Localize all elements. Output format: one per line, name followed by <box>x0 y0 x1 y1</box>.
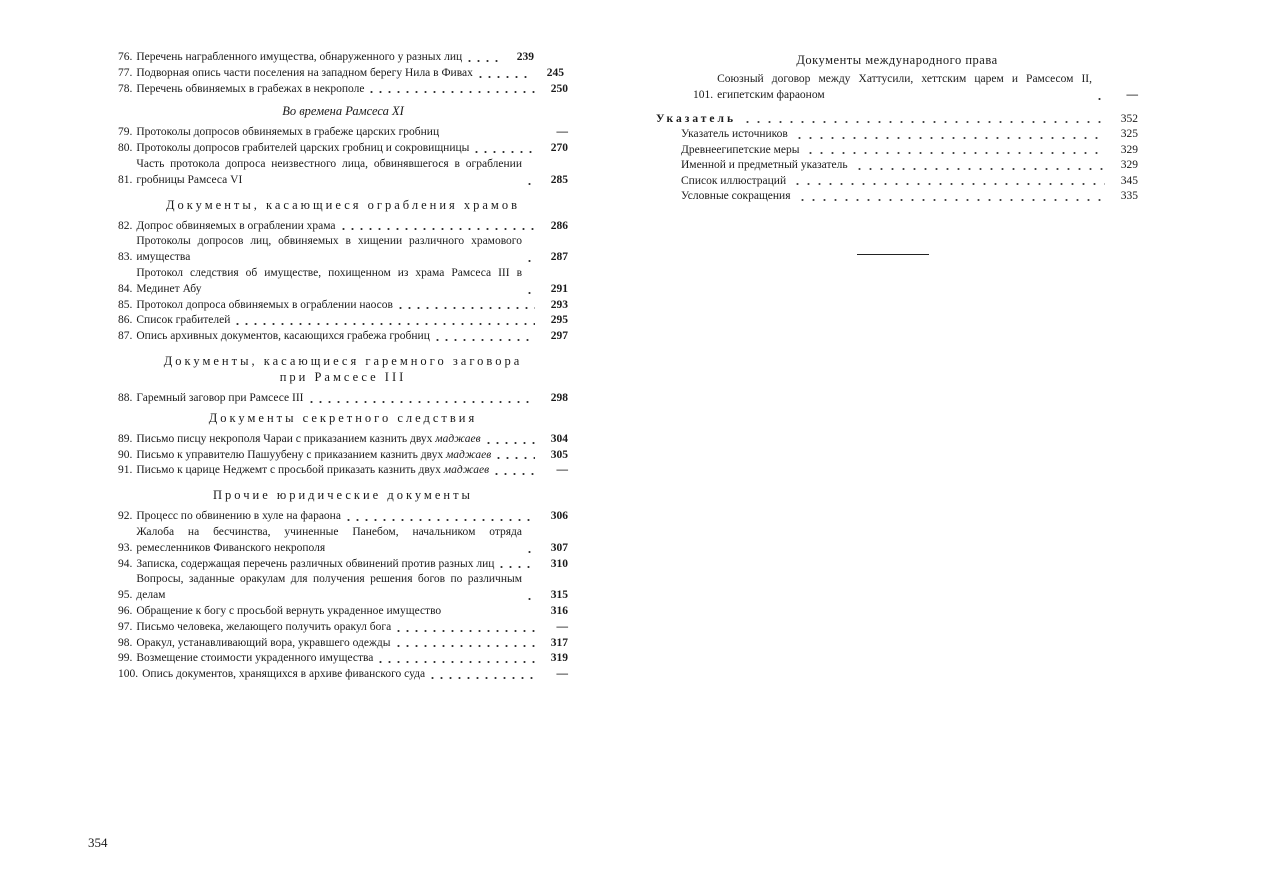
dot-leader <box>525 544 535 554</box>
dot-leader <box>525 285 535 295</box>
dot-leader <box>396 300 535 310</box>
dot-leader <box>1095 91 1105 101</box>
dot-leader <box>854 161 1105 171</box>
toc-entry-93: 93. Жалоба на бесчинства, учиненные Панебом, начальником отряда ремесленников Фиванского некрополя 307 <box>118 525 568 554</box>
dot-leader <box>394 623 535 633</box>
toc-entry-101: 101. Союзный договор между Хаттусили, хеттским царем и Рамсесом II, египетским фараоном — <box>693 73 1138 101</box>
toc-group-5 <box>118 432 568 479</box>
toc-entry-79: 79. Протоколы допросов обвиняемых в грабеже царских гробниц — <box>118 126 568 139</box>
toc-group-2 <box>118 125 568 188</box>
section-divider <box>857 254 929 255</box>
toc-entry-92: 92. Процесс по обвинению в хуле на фараона 306 <box>118 510 568 523</box>
dot-leader <box>525 176 535 186</box>
toc-entry-78: 78. Перечень обвиняемых в грабежах в некрополе 250 <box>118 82 568 95</box>
toc-entry-97: 97. Письмо человека, желающего получить оракул бога — <box>118 620 568 633</box>
toc-entry-96: 96. Обращение к богу с просьбой вернуть украденное имущество 316 <box>118 604 568 617</box>
section-heading-other: Прочие юридические документы <box>213 488 473 503</box>
dot-leader <box>465 53 501 63</box>
dot-leader <box>494 450 535 460</box>
dot-leader <box>492 466 535 476</box>
section-heading-harem: Документы, касающиеся гаремного заговора при Рамсесе III <box>163 353 523 384</box>
toc-entry-83: 83. Протоколы допросов лиц, обвиняемых в хищении различного храмового имущества 287 <box>118 235 568 264</box>
index-item: Условные сокращения 335 <box>681 190 1138 203</box>
dot-leader <box>367 84 535 94</box>
dot-leader <box>472 144 535 154</box>
toc-entry-87: 87. Опись архивных документов, касающихся грабежа гробниц 297 <box>118 330 568 343</box>
toc-entry-95: 95. Вопросы, заданные оракулам для получения решения богов по различным делам 315 <box>118 573 568 602</box>
dot-leader <box>376 654 535 664</box>
toc-entry-88: 88. Гаремный заговор при Рамсесе III 298 <box>118 391 568 404</box>
toc-entry-80: 80. Протоколы допросов грабителей царских гробниц и сокровищницы 270 <box>118 142 568 155</box>
toc-entry-100: 100. Опись документов, хранящихся в архиве фиванского суда — <box>118 668 568 681</box>
toc-entry-99: 99. Возмещение стоимости украденного имущества 319 <box>118 652 568 665</box>
toc-entry-89: 89. Письмо писцу некрополя Чараи с приказанием казнить двух маджаев 304 <box>118 432 568 445</box>
toc-entry-84: 84. Протокол следствия об имуществе, похищенном из храма Рамсеса III в Мединет Абу 291 <box>118 266 568 295</box>
toc-entry-86: 86. Список грабителей 295 <box>118 314 568 327</box>
toc-group-4 <box>118 391 568 407</box>
index-item: Именной и предметный указатель 329 <box>681 159 1138 172</box>
toc-group-1 <box>118 50 568 97</box>
dot-leader <box>433 332 535 342</box>
toc-group-6 <box>118 509 568 683</box>
dot-leader <box>792 176 1105 186</box>
dot-leader <box>742 114 1105 124</box>
toc-group-3 <box>118 219 568 345</box>
dot-leader <box>484 435 535 445</box>
index-item: Указатель источников 325 <box>681 128 1138 141</box>
dot-leader <box>794 130 1105 140</box>
toc-entry-91: 91. Письмо к царице Неджемт с просьбой приказать казнить двух маджаев — <box>118 464 568 477</box>
section-heading-secret: Документы секретного следствия <box>208 410 478 425</box>
toc-entry-77: 77. Подворная опись части поселения на западном берегу Нила в Фивах 245 <box>118 66 564 79</box>
dot-leader <box>805 145 1105 155</box>
section-heading-international: Документы международного права <box>796 53 998 67</box>
dot-leader <box>307 394 536 404</box>
toc-entry-94: 94. Записка, содержащая перечень различных обвинений против разных лиц 310 <box>118 557 568 570</box>
index-heading: Указатель 352 <box>656 112 1138 125</box>
section-heading-ramses-xi: Во времена Рамсеса XI <box>282 104 404 119</box>
dot-leader <box>497 559 535 569</box>
index-item: Список иллюстраций 345 <box>681 174 1138 187</box>
page-number: 354 <box>88 835 108 850</box>
dot-leader <box>428 670 535 680</box>
dot-leader <box>339 221 535 231</box>
section-heading-temples: Документы, касающиеся ограбления храмов <box>165 197 520 212</box>
dot-leader <box>797 192 1106 202</box>
dot-leader <box>233 316 535 326</box>
toc-entry-98: 98. Оракул, устанавливающий вора, укравшего одежды 317 <box>118 636 568 649</box>
dot-leader <box>525 591 535 601</box>
index-item: Древнеегипетские меры 329 <box>681 143 1138 156</box>
toc-entry-76: 76. Перечень награбленного имущества, обнаруженного у разных лиц 239 <box>118 51 534 63</box>
dot-leader <box>344 512 535 522</box>
toc-entry-81: 81. Часть протокола допроса неизвестного лица, обвинявшегося в ограблении гробницы Рамсеса VI 285 <box>118 157 568 186</box>
right-column <box>656 53 1138 205</box>
left-column <box>118 50 568 683</box>
toc-entry-85: 85. Протокол допроса обвиняемых в ограблении наосов 293 <box>118 298 568 311</box>
toc-entry-90: 90. Письмо к управителю Пашуубену с приказанием казнить двух маджаев 305 <box>118 448 568 461</box>
dot-leader <box>525 253 535 263</box>
toc-entry-82: 82. Допрос обвиняемых в ограблении храма 286 <box>118 219 568 232</box>
dot-leader <box>476 69 531 79</box>
dot-leader <box>394 638 536 648</box>
